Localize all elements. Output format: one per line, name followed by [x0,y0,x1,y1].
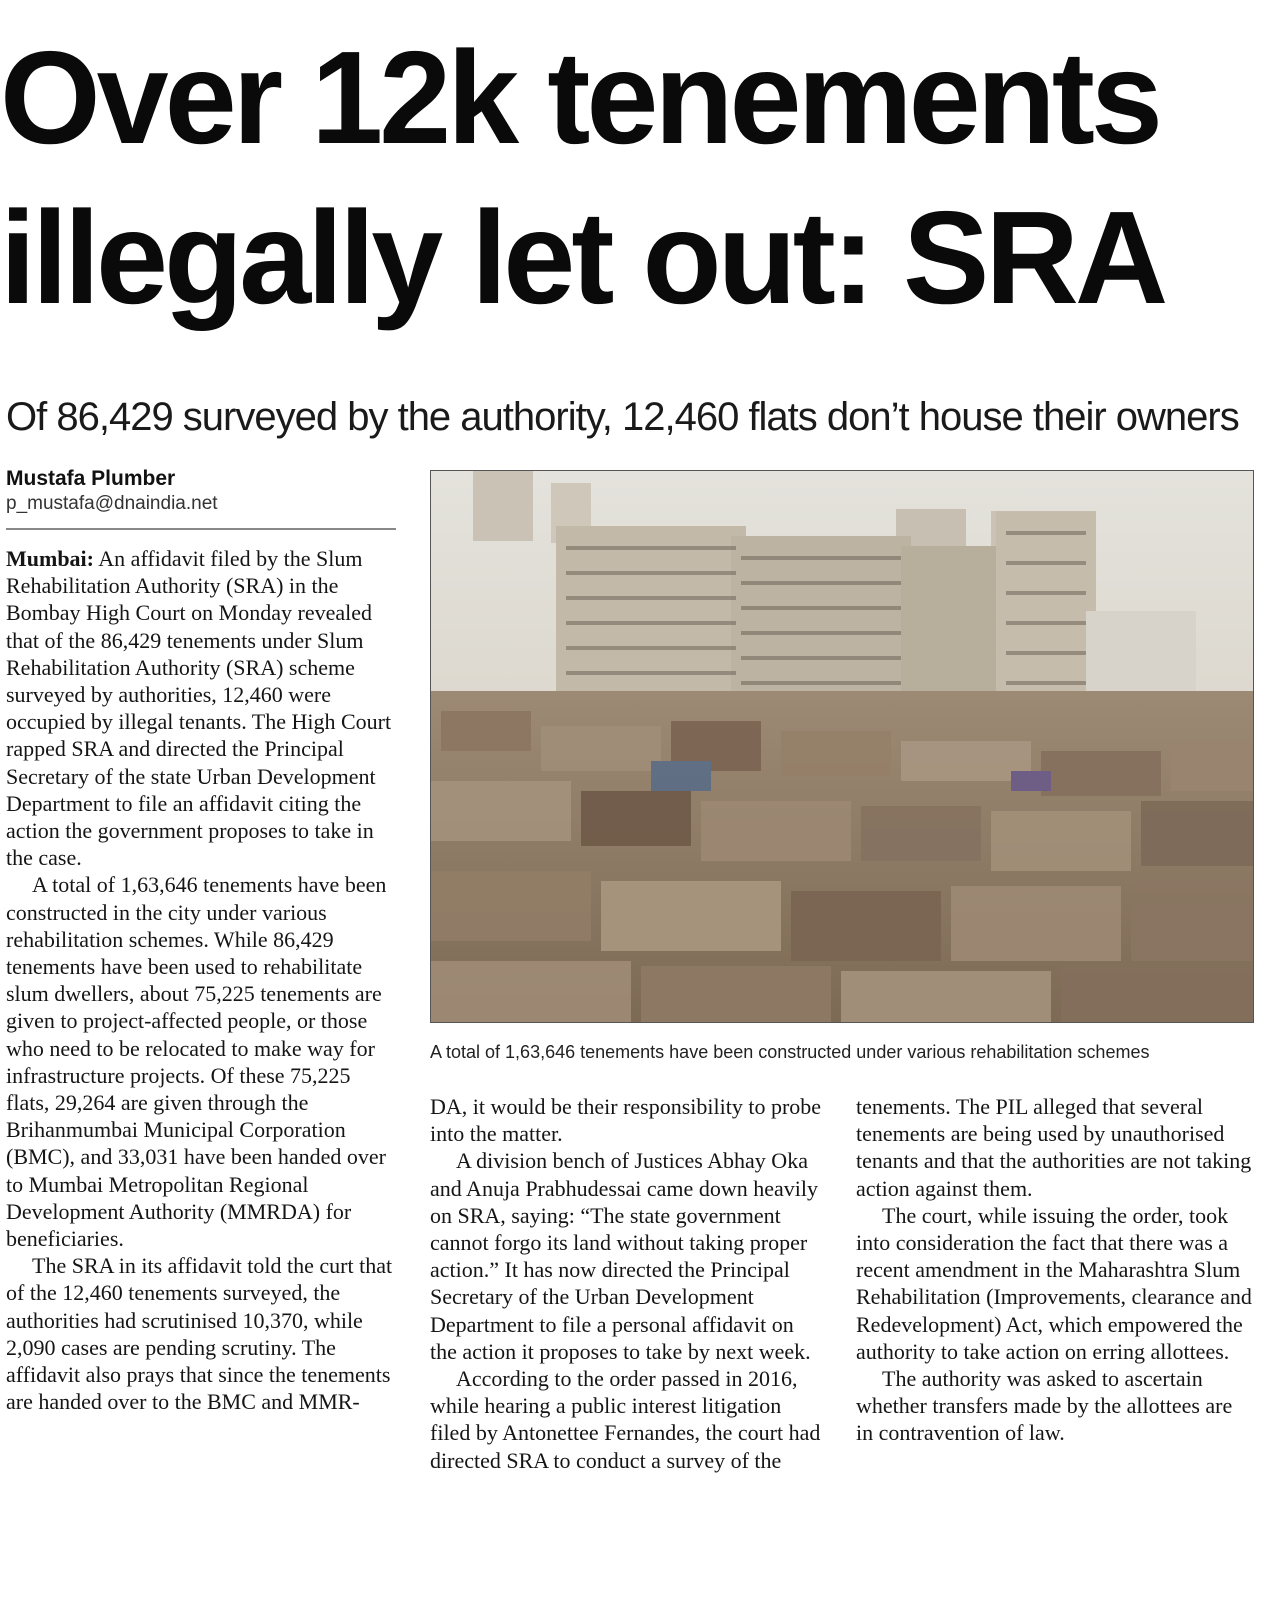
byline [6,466,396,516]
article-paragraph: The authority was asked to ascertain whether transfers made by the allottees are in contravention of law. [856,1366,1233,1446]
byline-divider [6,528,396,530]
author-name: Mustafa Plumber [6,467,176,490]
headline-line-1: Over 12k tenements [0,24,1160,171]
article-paragraph: A total of 1,63,646 tenements have been constructed in the city under various rehabilitation schemes. While 86,429 tenements have been used to rehabilitate slum dwellers, about 75,225 tenements are given to project-affected people, or those who need to be relocated to make way for infrastructure projects. Of these 75,225 flats, 29,264 are given through the Brihanmumbai Municipal Corporation (BMC), and 33,031 have been handed over to Mumbai Metropolitan Regional Development Authority (MMRDA) for beneficiaries. [6,872,387,1252]
headline-line-2: illegally let out: SRA [0,184,1165,331]
article-paragraph: According to the order passed in 2016, while hearing a public interest litigation filed by Antonettee Fernandes, the court had directed SRA to conduct a survey of the [430,1366,821,1473]
deck-subheadline: Of 86,429 surveyed by the authority, 12,460 flats don’t house their owners [6,395,1239,439]
slum-cityscape-photo [430,470,1254,1023]
article-column-2 [430,1093,826,1474]
article-paragraph: tenements. The PIL alleged that several tenements are being used by unauthorised tenants and that the authorities are not taking action against them. [856,1094,1252,1201]
article-column-1 [6,545,398,1416]
dateline: Mumbai: [6,546,94,571]
headline [0,18,1250,338]
paragraph-text: An affidavit filed by the Slum Rehabilitation Authority (SRA) in the Bombay High Court on Monday revealed that of the 86,429 tenements under Slum Rehabilitation Authority (SRA) scheme surveyed by authorities, 12,460 were occupied by illegal tenants. The High Court rapped SRA and directed the Principal Secretary of the state Urban Development Department to file an affidavit citing the action the government proposes to take in the case. [6,546,392,871]
article-paragraph: A division bench of Justices Abhay Oka and Anuja Prabhudessai came down heavily on SRA, saying: “The state government cannot forgo its land without taking proper action.” It has now directed the Principal Secretary of the Urban Development Department to file a personal affidavit on the action it proposes to take by next week. [430,1148,818,1364]
photo-caption: A total of 1,63,646 tenements have been constructed under various rehabilitation schemes [430,1042,1150,1062]
article-paragraph: DA, it would be their responsibility to probe into the matter. [430,1094,822,1147]
article-paragraph [6,545,398,871]
article-paragraph: The court, while issuing the order, took into consideration the fact that there was a recent amendment in the Maharashtra Slum Rehabilitation (Improvements, clearance and Redevelopment) Act, which empowered the authority to take action on erring allottees. [856,1202,1252,1364]
author-email: p_mustafa@dnaindia.net [6,493,218,514]
article-column-3 [856,1093,1252,1447]
article-paragraph: The SRA in its affidavit told the curt that of the 12,460 tenements surveyed, the authorities had scrutinised 10,370, while 2,090 cases are pending scrutiny. The affidavit also prays that since the tenements are handed over to the BMC and MMR- [6,1253,393,1415]
